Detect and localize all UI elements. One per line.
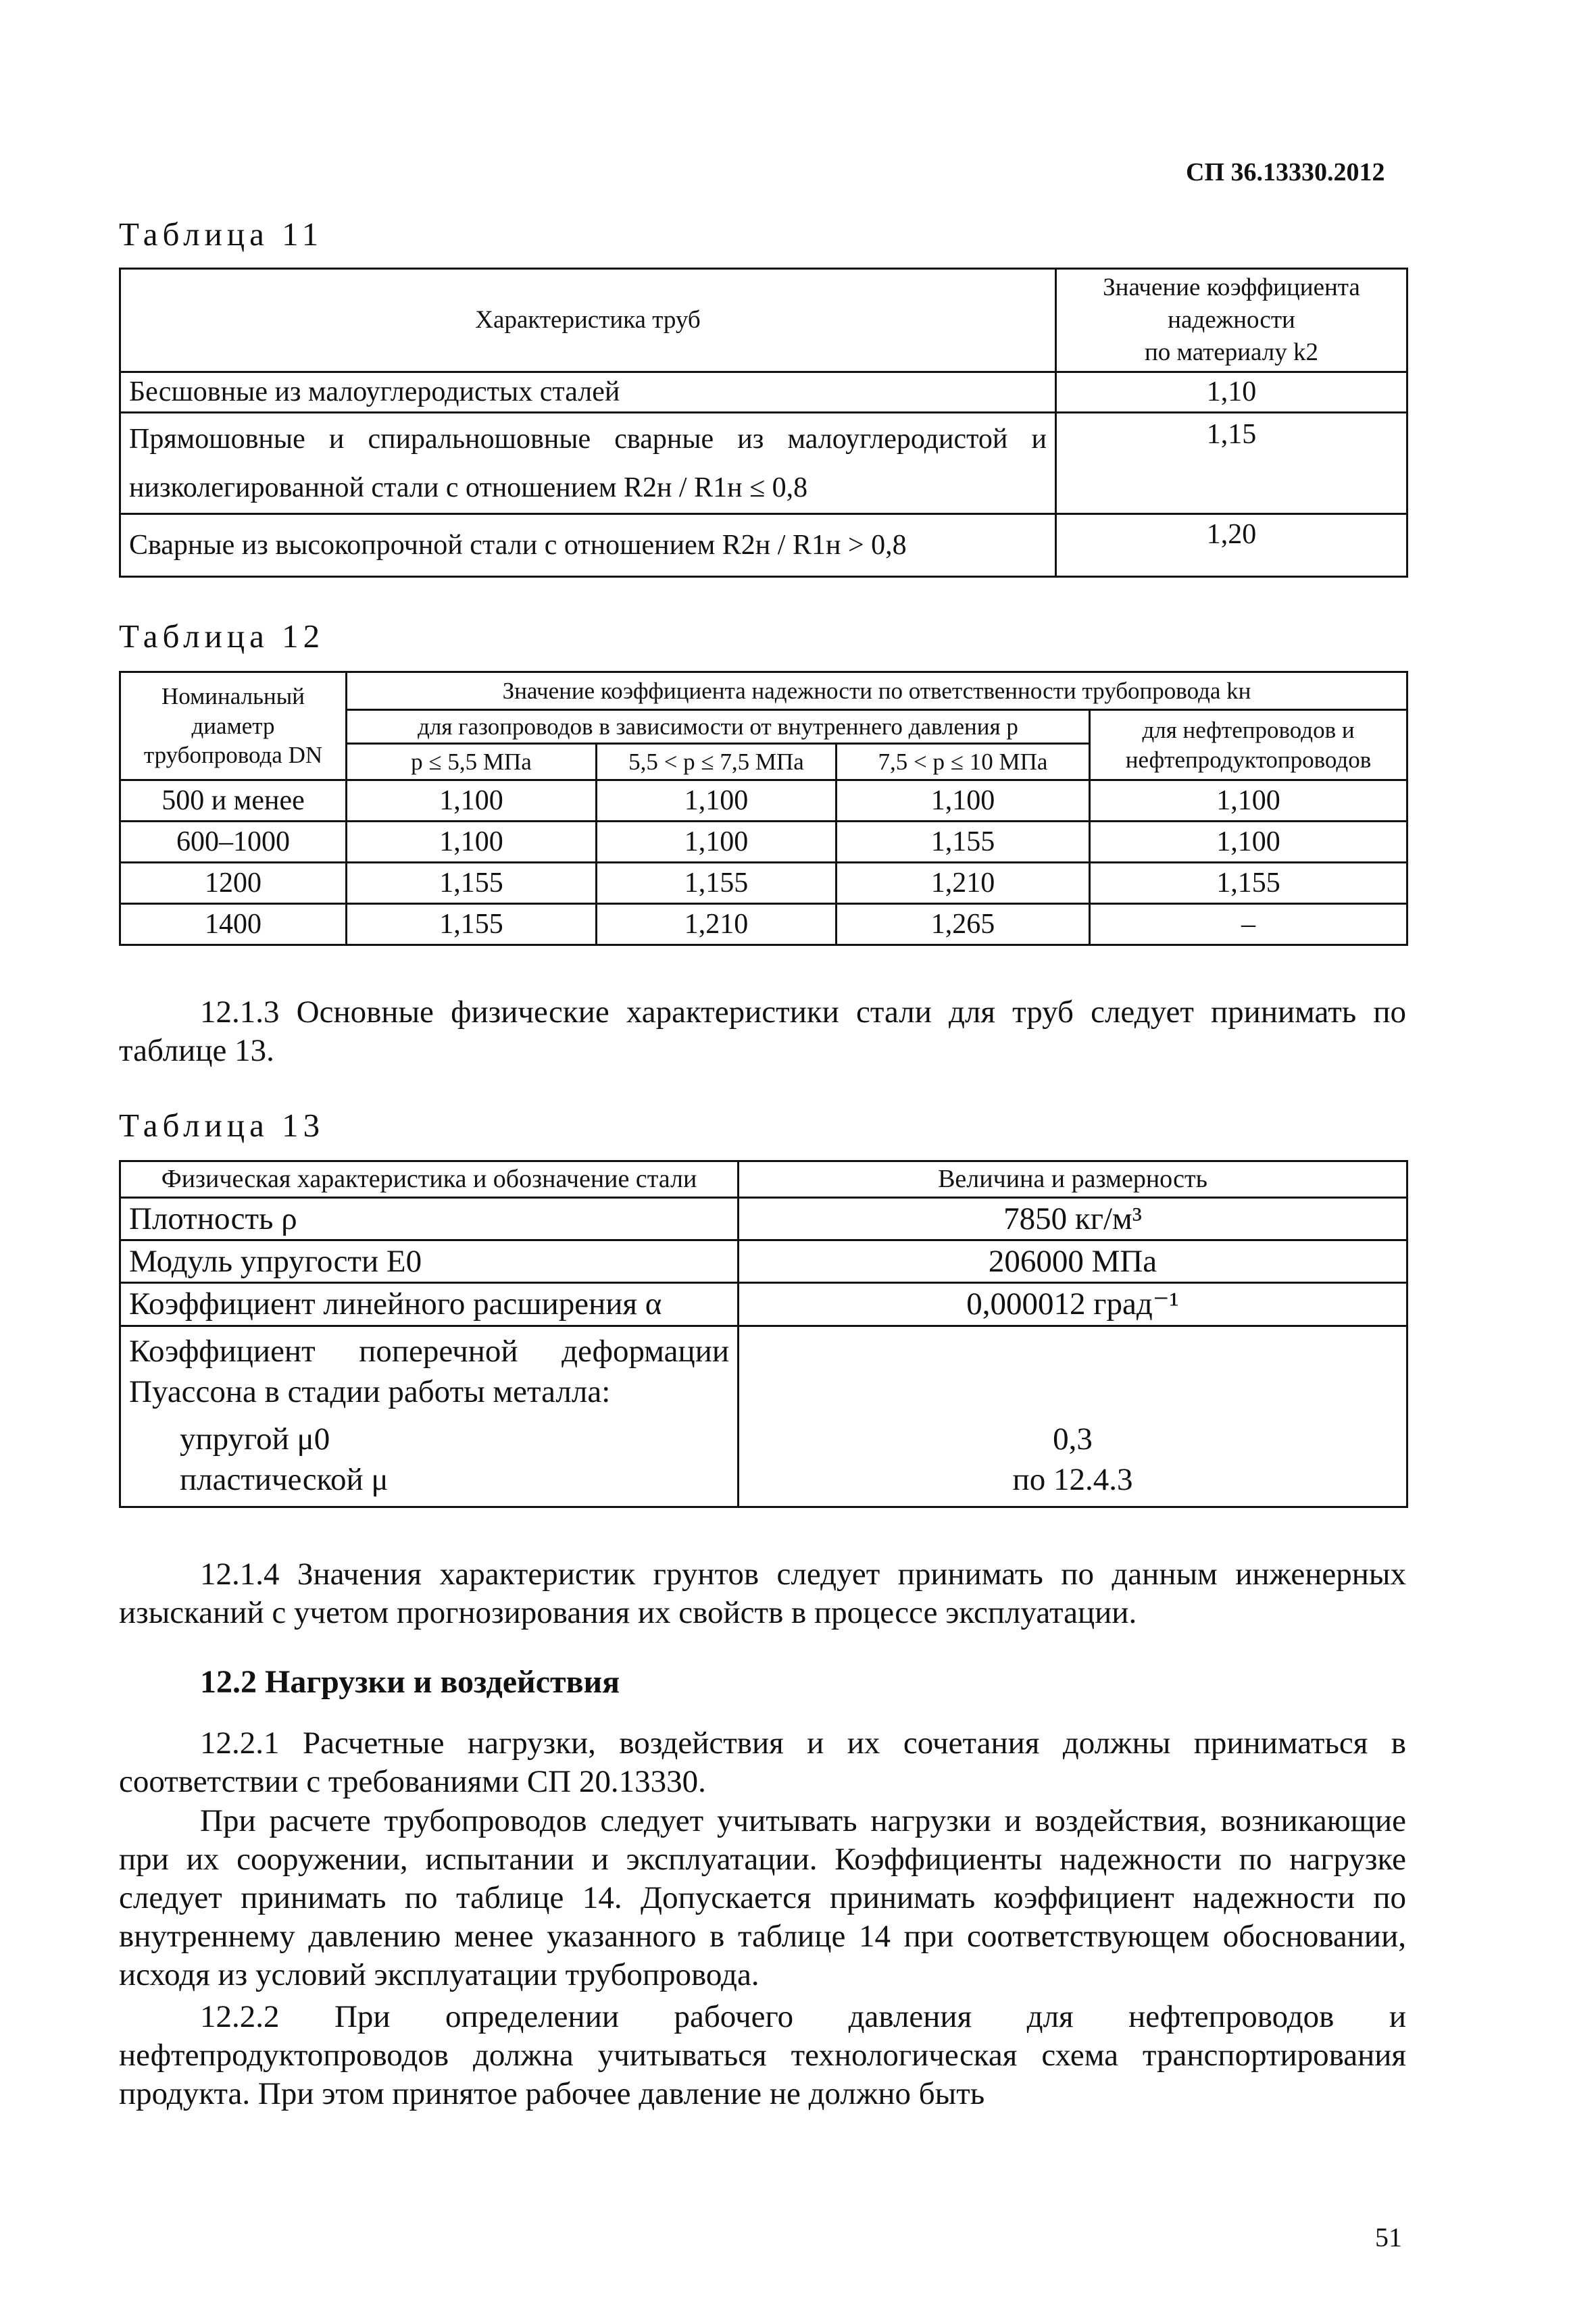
table-cell: 1,100 (1090, 822, 1407, 863)
cell-line: упругой μ0 (180, 1422, 330, 1457)
document-code: СП 36.13330.2012 (1186, 158, 1385, 186)
section-heading: 12.2 Нагрузки и воздействия (200, 1664, 620, 1700)
table-cell (120, 1326, 739, 1507)
paragraph-calc (119, 1802, 1406, 1994)
table13 (119, 1160, 1408, 1508)
table-cell: 600–1000 (120, 822, 347, 863)
table-cell: 1200 (120, 863, 347, 904)
table-cell (739, 1326, 1407, 1507)
table12-oil-header (1090, 710, 1407, 780)
table-cell: 1,15 (1056, 413, 1407, 514)
pressure-header: 7,5 < p ≤ 10 МПа (837, 744, 1090, 780)
paragraph-text: При расчете трубопроводов следует учитывать нагрузки и воздействия, возникающие при их сооружении, испытании и эксплуатации. Коэффициенты надежности по нагрузке следует принимать по таблице 14. Допускается принимать коэффициент надежности по внутреннему давлению менее указанного в таблице 14 при соответствующем обосновании, исходя из условий эксплуатации трубопровода. (119, 1803, 1406, 1992)
cell-line: Пуассона в стадии работы металла: (129, 1374, 611, 1409)
paragraph-text: 12.1.4 Значения характеристик грунтов следует принимать по данным инженерных изысканий с учетом прогнозирования их свойств в процессе эксплуатации. (119, 1557, 1406, 1630)
paragraph-12-2-1 (119, 1724, 1406, 1801)
table-row (120, 1198, 1407, 1240)
table-cell: 1,20 (1056, 514, 1407, 577)
table-cell: 1,10 (1056, 372, 1407, 413)
table12-gas-header: для газопроводов в зависимости от внутреннего давления p (347, 710, 1090, 744)
table-cell: 1,155 (347, 904, 597, 945)
table-cell: – (1090, 904, 1407, 945)
table-cell: 1,155 (597, 863, 837, 904)
table-row (120, 1326, 1407, 1507)
pressure-header: 5,5 < p ≤ 7,5 МПа (597, 744, 837, 780)
table-row (120, 413, 1407, 514)
page-number: 51 (1375, 2222, 1402, 2253)
paragraph-text: 12.2.2 При определении рабочего давления для нефтепроводов и нефтепродуктопроводов должна учитываться технологическая схема транспортирования продукта. При этом принятое рабочее давление не должно быть (119, 1999, 1406, 2111)
table-cell: 1,155 (1090, 863, 1407, 904)
table-row (120, 822, 1407, 863)
table-row (120, 904, 1407, 945)
pressure-header: p ≤ 5,5 МПа (347, 744, 597, 780)
cell-line: низколегированной стали с отношением R2н / R1н ≤ 0,8 (129, 472, 808, 503)
table-cell: 1,100 (1090, 780, 1407, 822)
table12-caption: Таблица 12 (119, 618, 325, 655)
cell-line: по 12.4.3 (1012, 1462, 1133, 1497)
table11-col1-header: Характеристика труб (120, 269, 1056, 372)
table-cell: 500 и менее (120, 780, 347, 822)
table-cell: 206000 МПа (739, 1240, 1407, 1283)
header-line: надежности (1168, 305, 1295, 334)
table11 (119, 268, 1408, 578)
table-cell: 1400 (120, 904, 347, 945)
table-row (120, 372, 1407, 413)
table-row (120, 1283, 1407, 1326)
table12 (119, 671, 1408, 946)
table-cell: Сварные из высокопрочной стали с отношением R2н / R1н > 0,8 (120, 514, 1056, 577)
header-line: для нефтепроводов и (1142, 716, 1355, 743)
table-cell: Модуль упругости E0 (120, 1240, 739, 1283)
paragraph-text: 12.1.3 Основные физические характеристики стали для труб следует принимать по таблице 13. (119, 995, 1406, 1068)
header-line: Значение коэффициента (1103, 273, 1360, 301)
table-cell: 1,100 (347, 780, 597, 822)
table-row (120, 514, 1407, 577)
table-cell: 1,155 (347, 863, 597, 904)
table-cell: Плотность ρ (120, 1198, 739, 1240)
table-cell: 1,100 (347, 822, 597, 863)
header-line: диаметр (191, 712, 275, 739)
table-cell: 7850 кг/м³ (739, 1198, 1407, 1240)
table13-col2-header: Величина и размерность (739, 1161, 1407, 1198)
paragraph-12-1-4 (119, 1555, 1406, 1632)
paragraph-12-2-2 (119, 1998, 1406, 2113)
cell-line: пластической μ (180, 1462, 389, 1497)
table13-col1-header: Физическая характеристика и обозначение стали (120, 1161, 739, 1198)
table-cell: 1,100 (837, 780, 1090, 822)
table-row (120, 1240, 1407, 1283)
table11-col2-header (1056, 269, 1407, 372)
table-cell: 1,210 (597, 904, 837, 945)
table-cell (120, 413, 1056, 514)
table-cell: 1,100 (597, 780, 837, 822)
cell-line: 0,3 (1053, 1422, 1093, 1457)
table-cell: 1,155 (837, 822, 1090, 863)
table-cell: 1,210 (837, 863, 1090, 904)
table11-caption: Таблица 11 (119, 216, 324, 253)
header-line: по материалу k2 (1144, 338, 1319, 367)
table-cell: Коэффициент линейного расширения α (120, 1283, 739, 1326)
paragraph-text: 12.2.1 Расчетные нагрузки, воздействия и их сочетания должны приниматься в соответствии с требованиями СП 20.13330. (119, 1726, 1406, 1799)
table-row (120, 863, 1407, 904)
table-cell: Бесшовные из малоуглеродистых сталей (120, 372, 1056, 413)
table-cell: 1,100 (597, 822, 837, 863)
table-cell: 0,000012 град⁻¹ (739, 1283, 1407, 1326)
table-row (120, 780, 1407, 822)
cell-line: Коэффициент поперечной деформации (129, 1334, 729, 1369)
paragraph-12-1-3 (119, 993, 1406, 1070)
table-cell: 1,265 (837, 904, 1090, 945)
header-line: Номинальный (161, 682, 305, 709)
table13-caption: Таблица 13 (119, 1107, 325, 1144)
table12-col1-header (120, 672, 347, 780)
header-line: нефтепродуктопроводов (1125, 746, 1372, 773)
table12-group-header: Значение коэффициента надежности по ответственности трубопровода kн (347, 672, 1407, 710)
cell-line: Прямошовные и спиральношовные сварные из малоуглеродистой и (129, 423, 1047, 455)
header-line: трубопровода DN (143, 742, 323, 769)
